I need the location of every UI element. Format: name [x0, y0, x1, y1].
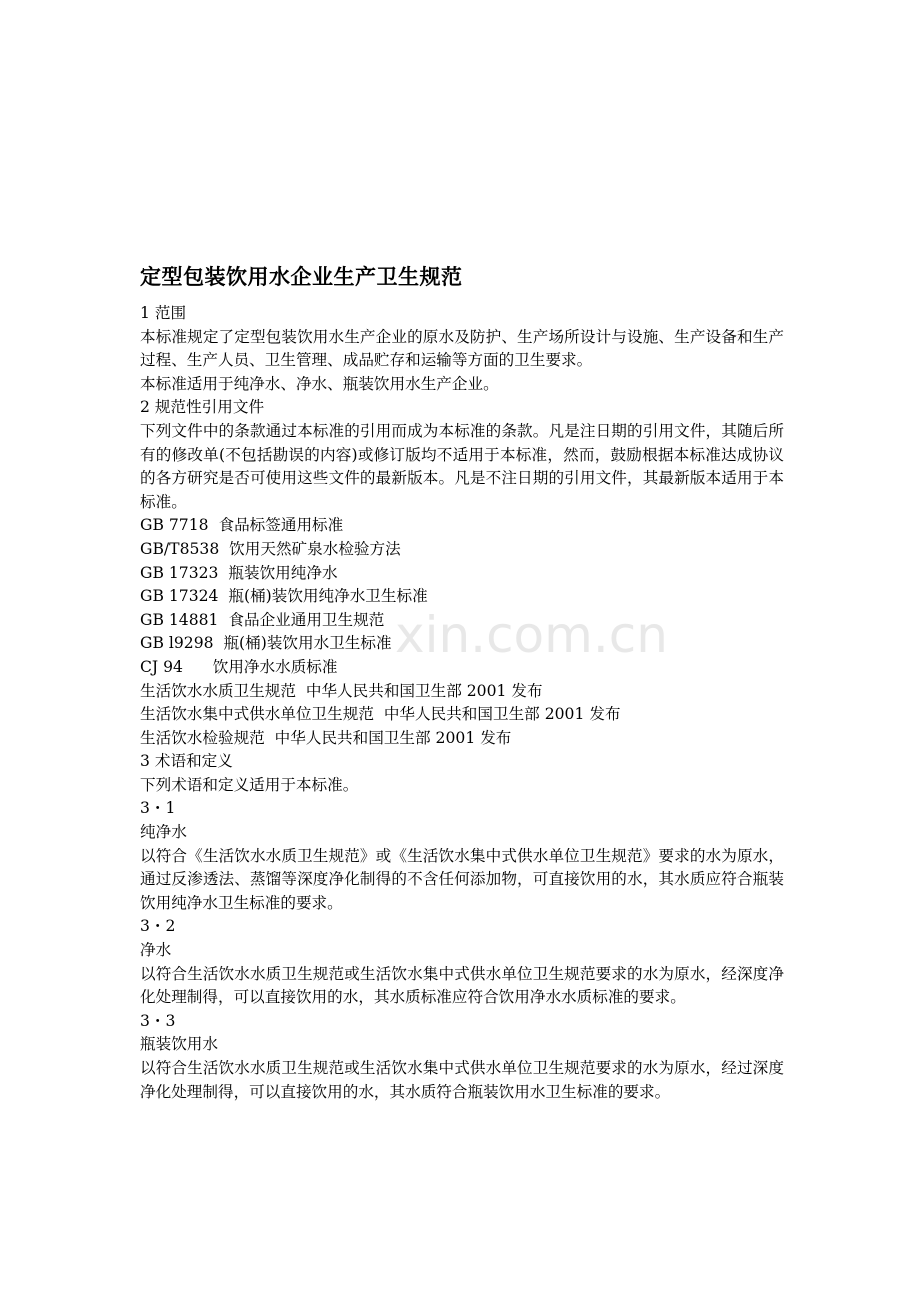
- reference-item: GB 14881 食品企业通用卫生规范: [140, 610, 385, 629]
- term-number: 3・1: [140, 799, 176, 818]
- section-1-paragraph-1: 本标准规定了定型包装饮用水生产企业的原水及防护、生产场所设计与设施、生产设备和生产过程、生产人员、卫生管理、成品贮存和运输等方面的卫生要求。: [140, 327, 784, 370]
- term-name: 净水: [140, 941, 172, 960]
- reference-item: CJ 94 饮用净水水质标准: [140, 657, 338, 676]
- term-definition: 以符合《生活饮水水质卫生规范》或《生活饮水集中式供水单位卫生规范》要求的水为原水，通过反渗透法、蒸馏等深度净化制得的不含任何添加物，可直接饮用的水，其水质应符合瓶装饮用纯净水卫生标准的要求。: [140, 846, 784, 912]
- term-number: 3・2: [140, 917, 176, 936]
- reference-item: GB 17323 瓶装饮用纯净水: [140, 563, 338, 582]
- document-title: 定型包装饮用水企业生产卫生规范: [140, 265, 463, 289]
- reference-item: GB 17324 瓶(桶)装饮用纯净水卫生标准: [140, 587, 428, 606]
- term-definition: 以符合生活饮水水质卫生规范或生活饮水集中式供水单位卫生规范要求的水为原水，经深度净化处理制得，可以直接饮用的水，其水质标准应符合饮用净水水质标准的要求。: [140, 964, 784, 1007]
- document-body: [140, 262, 784, 1104]
- section-2-heading: 2 规范性引用文件: [140, 398, 265, 417]
- term-name: 纯净水: [140, 823, 187, 842]
- term-definition: 以符合生活饮水水质卫生规范或生活饮水集中式供水单位卫生规范要求的水为原水，经过深度净化处理制得，可以直接饮用的水，其水质符合瓶装饮用水卫生标准的要求。: [140, 1059, 784, 1101]
- reference-item: GB 7718 食品标签通用标准: [140, 516, 344, 535]
- section-3-heading: 3 术语和定义: [140, 752, 233, 771]
- reference-item: GB/T8538 饮用天然矿泉水检验方法: [140, 539, 401, 558]
- reference-item: 生活饮水集中式供水单位卫生规范 中华人民共和国卫生部 2001 发布: [140, 705, 621, 724]
- reference-item: GB l9298 瓶(桶)装饮用水卫生标准: [140, 634, 392, 653]
- watermark: xin.com.cn: [395, 606, 668, 664]
- section-1-paragraph-2: 本标准适用于纯净水、净水、瓶装饮用水生产企业。: [140, 374, 499, 393]
- term-name: 瓶装饮用水: [140, 1035, 218, 1054]
- reference-item: 生活饮水水质卫生规范 中华人民共和国卫生部 2001 发布: [140, 681, 543, 700]
- section-1-heading: 1 范围: [140, 304, 187, 322]
- term-number: 3・3: [140, 1011, 176, 1030]
- section-2-paragraph-1: 下列文件中的条款通过本标准的引用而成为本标准的条款。凡是注日期的引用文件，其随后所有的修改单(不包括勘误的内容)或修订版均不适用于本标准，然而，鼓励根据本标准达成协议的各方研究是否可使用这些文件的最新版本。凡是不注日期的引用文件，其最新版本适用于本标准。: [140, 421, 784, 511]
- reference-item: 生活饮水检验规范 中华人民共和国卫生部 2001 发布: [140, 728, 512, 747]
- section-3-paragraph-1: 下列术语和定义适用于本标准。: [140, 775, 359, 794]
